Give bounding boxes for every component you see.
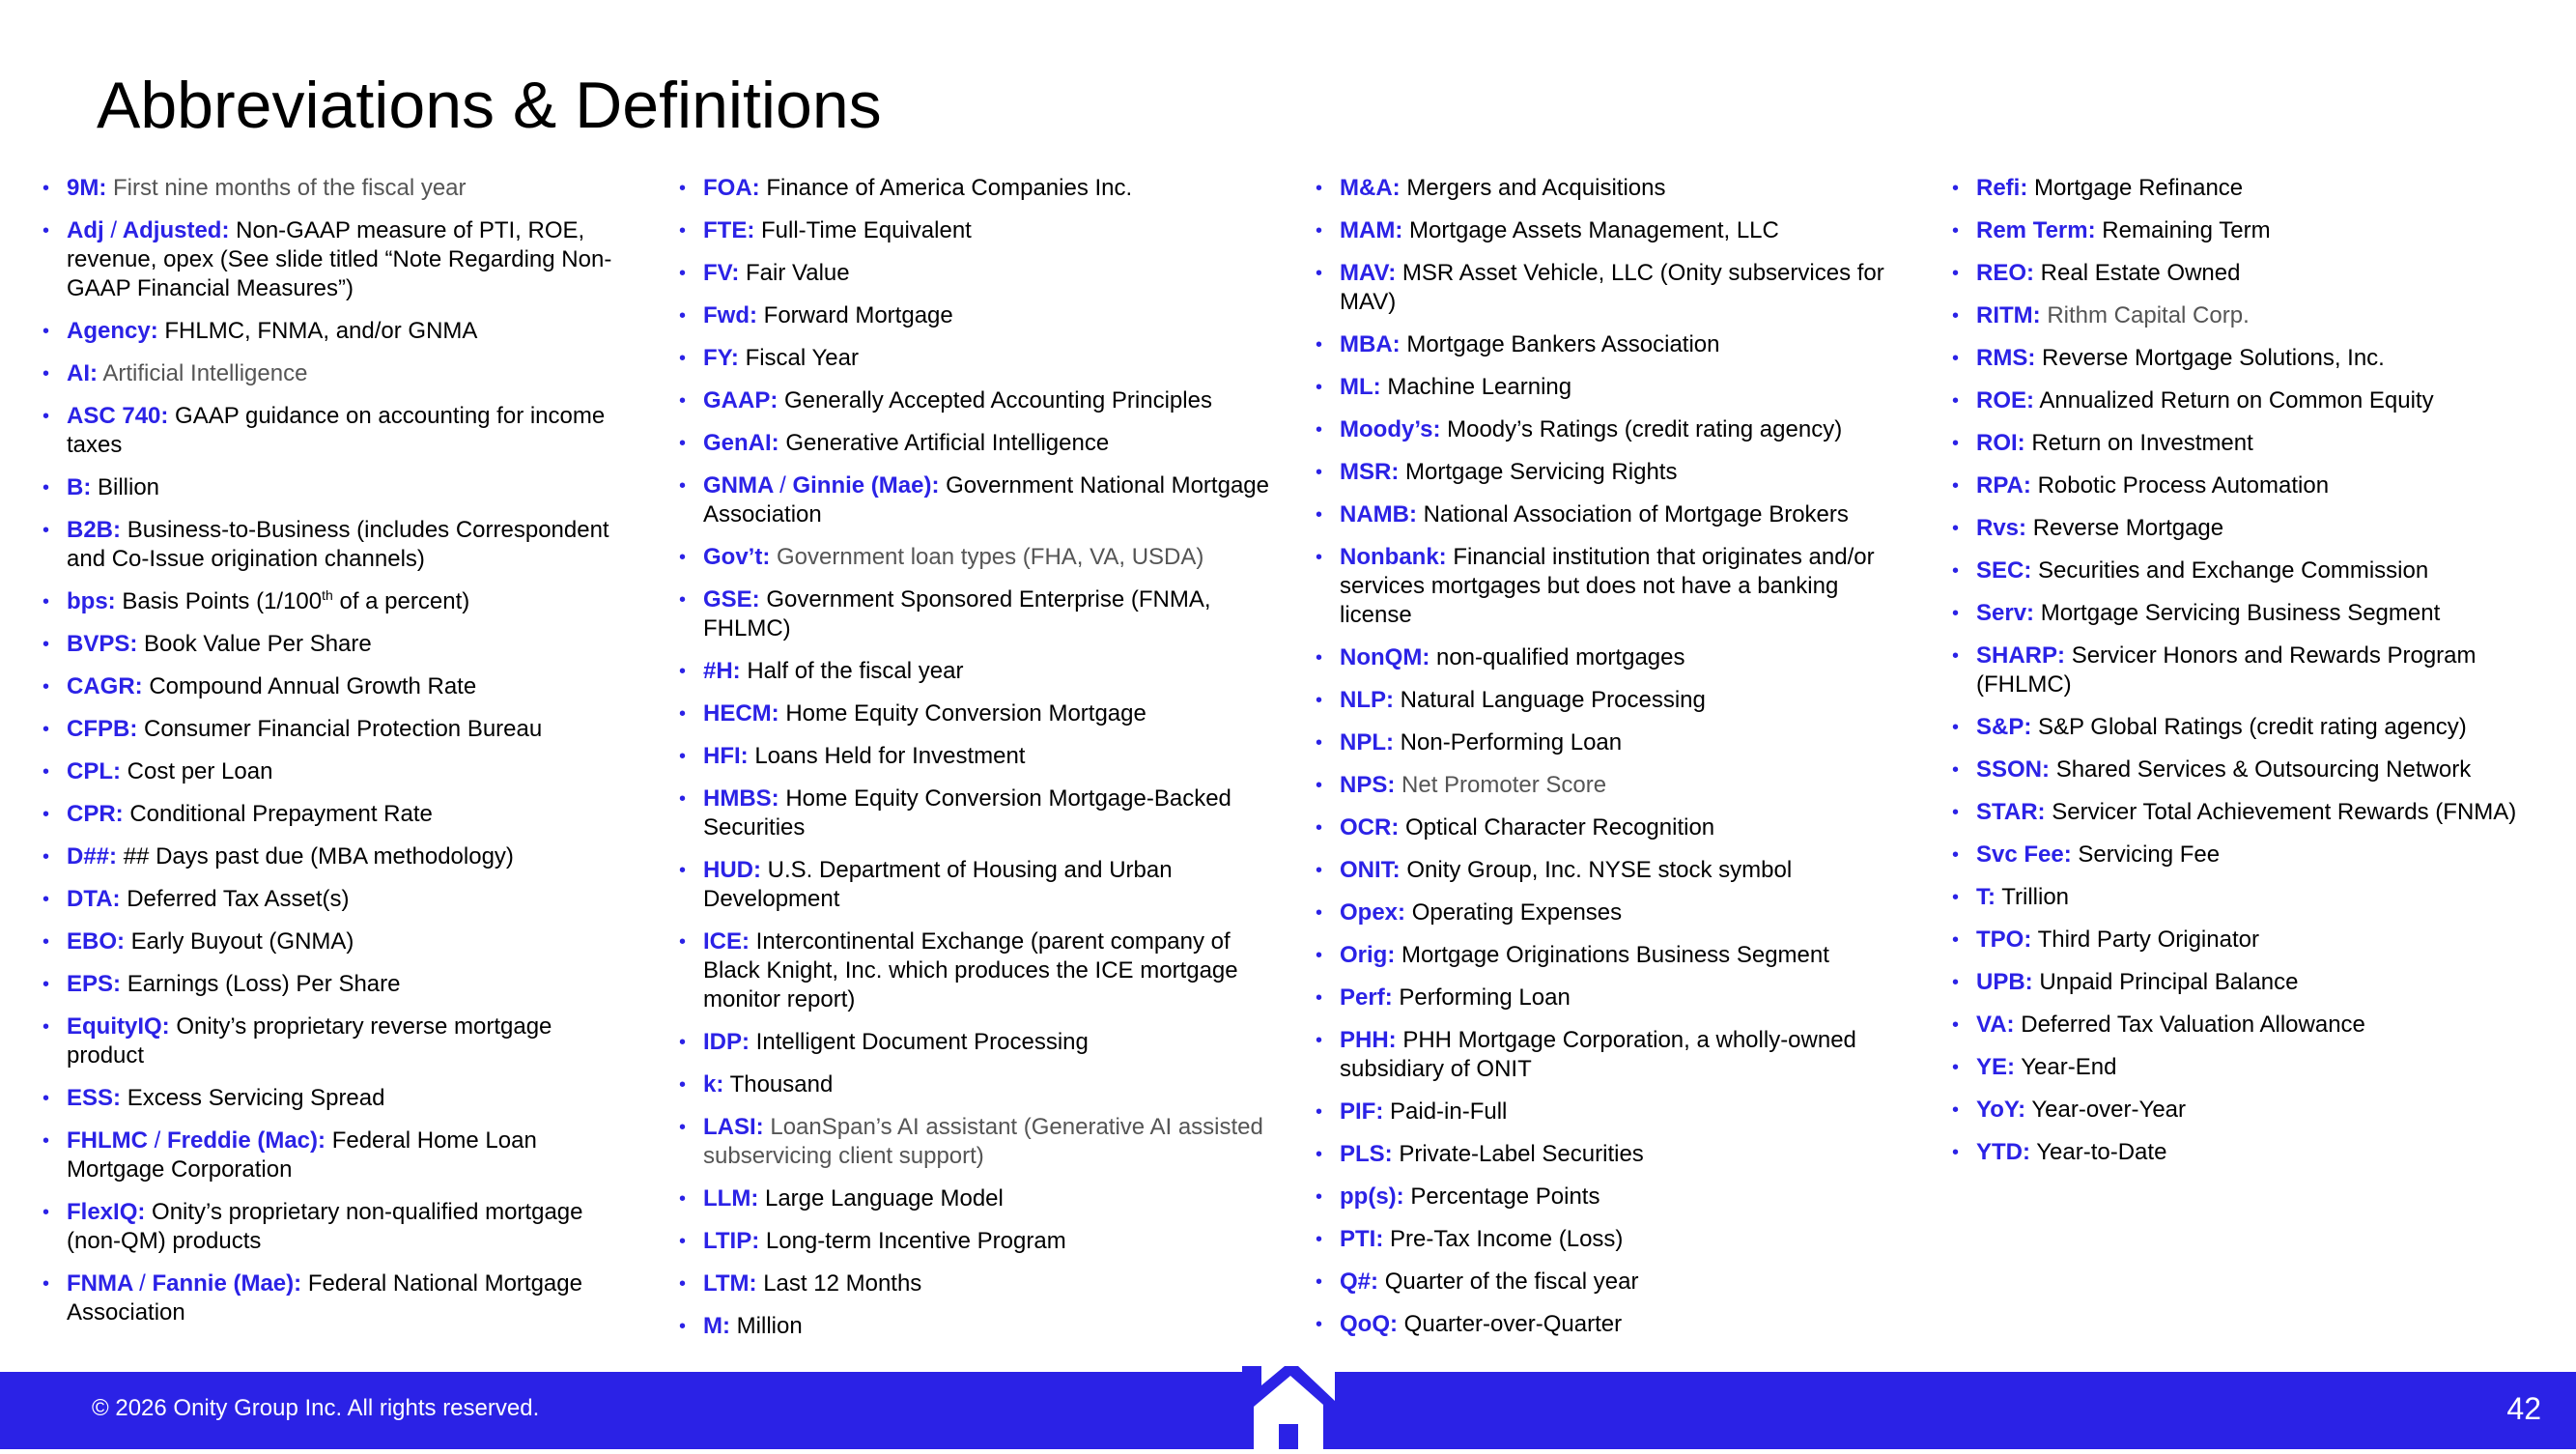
definition-term: #H: <box>703 658 741 684</box>
definition-item <box>42 473 622 502</box>
definition-item <box>42 1198 622 1256</box>
definition-text: Paid-in-Full <box>1390 1098 1508 1125</box>
definition-text: Home Equity Conversion Mortgage <box>785 700 1146 727</box>
definition-term: S&P: <box>1976 714 2032 740</box>
definition-text: Quarter of the fiscal year <box>1384 1269 1639 1295</box>
definition-item <box>679 742 1278 771</box>
definition-text: Compound Annual Growth Rate <box>149 673 477 699</box>
definition-item <box>1952 429 2532 458</box>
definition-item <box>679 1227 1278 1256</box>
definition-item <box>679 174 1278 203</box>
definition-text: ## Days past due (MBA methodology) <box>123 843 514 870</box>
definition-item <box>1316 1183 1914 1212</box>
definition-term: FNMA / Fannie (Mae): <box>67 1270 302 1297</box>
definition-text: Generative Artificial Intelligence <box>785 430 1110 456</box>
definition-text: Intercontinental Exchange (parent company of Black Knight, Inc. which produces the ICE mortgage monitor report) <box>703 928 1238 1012</box>
definition-text: PHH Mortgage Corporation, a wholly-owned subsidiary of ONIT <box>1340 1027 1856 1082</box>
definition-term: IDP: <box>703 1029 750 1055</box>
definition-item <box>1316 1026 1914 1084</box>
definition-text: Book Value Per Share <box>144 631 372 657</box>
definition-term: AI: <box>67 360 98 386</box>
definition-term: T: <box>1976 884 1996 910</box>
definition-text: Forward Mortgage <box>763 302 953 328</box>
definition-text: Year-End <box>2021 1054 2117 1080</box>
definition-item <box>1316 543 1914 630</box>
definition-text: Servicer Honors and Rewards Program (FHLMC) <box>1976 642 2477 698</box>
definition-term: FHLMC / Freddie (Mac): <box>67 1127 326 1154</box>
definition-item <box>42 970 622 999</box>
definition-item <box>1952 599 2532 628</box>
definition-item <box>1952 1096 2532 1125</box>
definition-term: MAM: <box>1340 217 1403 243</box>
definition-term: EBO: <box>67 928 125 955</box>
definition-item <box>1952 216 2532 245</box>
definition-item <box>1316 216 1914 245</box>
definition-item <box>1316 373 1914 402</box>
definition-item <box>42 1084 622 1113</box>
definition-item <box>1952 713 2532 742</box>
definition-item <box>1952 556 2532 585</box>
definition-text: non-qualified mortgages <box>1435 644 1685 670</box>
definition-text: Reverse Mortgage <box>2032 515 2224 541</box>
definition-item <box>679 301 1278 330</box>
definition-term: RITM: <box>1976 302 2041 328</box>
definition-term: QoQ: <box>1340 1311 1398 1337</box>
definition-text: Government Sponsored Enterprise (FNMA, FHLMC) <box>703 586 1211 641</box>
definition-item <box>1316 728 1914 757</box>
definition-item <box>679 471 1278 529</box>
definition-term: k: <box>703 1071 724 1098</box>
definition-term: Refi: <box>1976 175 2028 201</box>
definition-term: ESS: <box>67 1085 122 1111</box>
definition-item <box>42 1269 622 1327</box>
definition-term: SEC: <box>1976 557 2032 584</box>
definition-text: Financial institution that originates and/or services mortgages but does not have a banking license <box>1340 544 1875 628</box>
definition-item <box>679 1113 1278 1171</box>
definition-item <box>1316 174 1914 203</box>
definition-text: Federal Home Loan Mortgage Corporation <box>67 1127 537 1183</box>
definition-text: U.S. Department of Housing and Urban Development <box>703 857 1173 912</box>
definition-term: RPA: <box>1976 472 2031 499</box>
definition-text: Conditional Prepayment Rate <box>129 801 433 827</box>
definition-term: pp(s): <box>1340 1183 1404 1210</box>
definition-item <box>42 927 622 956</box>
definition-term: SSON: <box>1976 756 2051 783</box>
definition-term: GenAI: <box>703 430 779 456</box>
definition-term: YoY: <box>1976 1097 2026 1123</box>
definition-text: Government loan types (FHA, VA, USDA) <box>777 544 1204 570</box>
onity-logo-icon <box>1242 1366 1335 1449</box>
definition-text: Moody’s Ratings (credit rating agency) <box>1447 416 1843 442</box>
definition-item <box>42 885 622 914</box>
definition-item <box>679 585 1278 643</box>
definition-item <box>1952 344 2532 373</box>
definition-term: EPS: <box>67 971 122 997</box>
definition-item <box>1952 968 2532 997</box>
definition-term: ASC 740: <box>67 403 169 429</box>
definition-term: STAR: <box>1976 799 2046 825</box>
definition-item <box>42 317 622 346</box>
definition-item <box>42 1012 622 1070</box>
definition-text: Mortgage Servicing Rights <box>1405 459 1678 485</box>
definition-text: Percentage Points <box>1410 1183 1600 1210</box>
definition-item <box>1952 1053 2532 1082</box>
definition-text: First nine months of the fiscal year <box>113 175 467 201</box>
definition-term: BVPS: <box>67 631 138 657</box>
definition-term: ML: <box>1340 374 1381 400</box>
definition-term: M: <box>703 1313 730 1339</box>
definition-text: Full-Time Equivalent <box>761 217 972 243</box>
definition-term: YE: <box>1976 1054 2016 1080</box>
definition-text: Mortgage Refinance <box>2034 175 2244 201</box>
definition-term: ONIT: <box>1340 857 1401 883</box>
definition-term: SHARP: <box>1976 642 2066 669</box>
definition-term: GSE: <box>703 586 760 613</box>
definition-text: Excess Servicing Spread <box>127 1085 385 1111</box>
definition-item <box>1952 1011 2532 1040</box>
definition-term: Perf: <box>1340 984 1393 1011</box>
definition-item <box>1316 1098 1914 1126</box>
definition-item <box>42 757 622 786</box>
definition-text: Machine Learning <box>1387 374 1572 400</box>
definition-item <box>1952 471 2532 500</box>
definition-text: Generally Accepted Accounting Principles <box>784 387 1212 413</box>
definition-text: Third Party Originator <box>2037 927 2259 953</box>
definition-term: B2B: <box>67 517 122 543</box>
definition-term: Orig: <box>1340 942 1396 968</box>
definition-text: Private-Label Securities <box>1399 1141 1644 1167</box>
definition-text: Servicing Fee <box>2078 841 2221 868</box>
definition-item <box>42 216 622 303</box>
copyright-text: © 2026 Onity Group Inc. All rights reserved. <box>92 1395 540 1421</box>
definition-text: Net Promoter Score <box>1401 772 1607 798</box>
definition-text: Unpaid Principal Balance <box>2039 969 2299 995</box>
definition-item <box>1316 941 1914 970</box>
definition-item <box>1316 1140 1914 1169</box>
definition-term: NPS: <box>1340 772 1396 798</box>
definition-term: LTM: <box>703 1270 757 1297</box>
definition-text: Mortgage Bankers Association <box>1406 331 1720 357</box>
definition-text: Deferred Tax Asset(s) <box>127 886 350 912</box>
definition-item <box>42 359 622 388</box>
definition-text: Shared Services & Outsourcing Network <box>2055 756 2472 783</box>
definition-text: Fair Value <box>746 260 850 286</box>
definition-text: Remaining Term <box>2102 217 2271 243</box>
definition-term: Rem Term: <box>1976 217 2096 243</box>
page-number: 42 <box>2506 1391 2541 1426</box>
definition-item <box>1316 415 1914 444</box>
definition-item <box>1316 813 1914 842</box>
definition-text: Trillion <box>2001 884 2070 910</box>
definition-term: DTA: <box>67 886 121 912</box>
definition-term: PTI: <box>1340 1226 1384 1252</box>
definition-term: RMS: <box>1976 345 2036 371</box>
definition-text: Government National Mortgage Association <box>703 472 1269 527</box>
definition-term: HECM: <box>703 700 779 727</box>
definition-text: LoanSpan’s AI assistant (Generative AI assisted subservicing client support) <box>703 1114 1263 1169</box>
definition-item <box>42 516 622 574</box>
definition-term: UPB: <box>1976 969 2033 995</box>
definition-text: Business-to-Business (includes Correspondent and Co-Issue origination channels) <box>67 517 609 572</box>
definition-item <box>1952 514 2532 543</box>
definition-text: Onity’s proprietary non-qualified mortgage (non-QM) products <box>67 1199 583 1254</box>
definition-item <box>42 842 622 871</box>
definition-text: Earnings (Loss) Per Share <box>127 971 401 997</box>
definition-text: Optical Character Recognition <box>1405 814 1715 841</box>
definition-term: PIF: <box>1340 1098 1384 1125</box>
definition-text: Annualized Return on Common Equity <box>2039 387 2434 413</box>
definition-term: MAV: <box>1340 260 1397 286</box>
definition-item <box>42 1126 622 1184</box>
definition-term: OCR: <box>1340 814 1400 841</box>
definition-text: Million <box>736 1313 803 1339</box>
definition-item <box>1316 984 1914 1012</box>
definition-text: National Association of Mortgage Brokers <box>1423 501 1849 527</box>
definition-item <box>42 800 622 829</box>
definition-text: GAAP guidance on accounting for income taxes <box>67 403 606 458</box>
definitions-column-4 <box>1952 174 2532 1181</box>
definition-term: Svc Fee: <box>1976 841 2072 868</box>
definition-text: Robotic Process Automation <box>2037 472 2330 499</box>
definition-term: D##: <box>67 843 118 870</box>
definition-item <box>1316 500 1914 529</box>
definition-item <box>679 699 1278 728</box>
definition-term: Q#: <box>1340 1269 1379 1295</box>
definition-text: Large Language Model <box>764 1185 1004 1212</box>
definition-item <box>42 402 622 460</box>
definition-text: Intelligent Document Processing <box>755 1029 1089 1055</box>
definition-item <box>679 344 1278 373</box>
definition-item <box>1316 1310 1914 1339</box>
definition-text: Quarter-over-Quarter <box>1403 1311 1623 1337</box>
definition-item <box>1316 458 1914 487</box>
definition-term: HFI: <box>703 743 749 769</box>
definition-item <box>1952 756 2532 784</box>
definition-text: Early Buyout (GNMA) <box>130 928 354 955</box>
definition-item <box>1316 643 1914 672</box>
definition-item <box>42 672 622 701</box>
definition-text: Deferred Tax Valuation Allowance <box>2021 1012 2365 1038</box>
definition-term: PHH: <box>1340 1027 1397 1053</box>
definition-item <box>1952 301 2532 330</box>
definition-term: LLM: <box>703 1185 759 1212</box>
definition-term: CPL: <box>67 758 121 784</box>
definitions-column-1 <box>42 174 622 1341</box>
definition-term: EquityIQ: <box>67 1013 170 1040</box>
definition-term: CPR: <box>67 801 124 827</box>
definition-item <box>1316 259 1914 317</box>
definition-text: Year-over-Year <box>2031 1097 2186 1123</box>
definition-term: NAMB: <box>1340 501 1417 527</box>
definition-text: Pre-Tax Income (Loss) <box>1390 1226 1624 1252</box>
definition-item <box>1952 883 2532 912</box>
definition-term: MBA: <box>1340 331 1401 357</box>
definition-term: Rvs: <box>1976 515 2027 541</box>
definition-text: Onity’s proprietary reverse mortgage product <box>67 1013 552 1069</box>
definition-term: M&A: <box>1340 175 1401 201</box>
definition-item <box>1952 841 2532 870</box>
definition-term: HUD: <box>703 857 761 883</box>
definition-term: NPL: <box>1340 729 1394 756</box>
definition-text: Federal National Mortgage Association <box>67 1270 582 1326</box>
definition-item <box>1952 386 2532 415</box>
definition-item <box>1316 686 1914 715</box>
definition-item <box>679 856 1278 914</box>
definition-term: ICE: <box>703 928 750 955</box>
definition-text: Performing Loan <box>1399 984 1571 1011</box>
definition-item <box>1952 174 2532 203</box>
definition-text: Half of the fiscal year <box>747 658 964 684</box>
definition-term: ROE: <box>1976 387 2034 413</box>
definition-item <box>679 259 1278 288</box>
definition-term: VA: <box>1976 1012 2015 1038</box>
definition-text: Natural Language Processing <box>1400 687 1706 713</box>
definition-term: Agency: <box>67 318 158 344</box>
definition-item <box>679 1184 1278 1213</box>
definition-term: TPO: <box>1976 927 2032 953</box>
definition-term: MSR: <box>1340 459 1400 485</box>
definition-term: REO: <box>1976 260 2034 286</box>
definition-term: GNMA / Ginnie (Mae): <box>703 472 940 499</box>
definition-term: Serv: <box>1976 600 2035 626</box>
definition-term: PLS: <box>1340 1141 1393 1167</box>
definition-item <box>679 216 1278 245</box>
definition-text: S&P Global Ratings (credit rating agency) <box>2038 714 2467 740</box>
definition-text: Finance of America Companies Inc. <box>766 175 1133 201</box>
definition-item <box>1952 1138 2532 1167</box>
definition-term: CFPB: <box>67 716 138 742</box>
definition-item <box>42 587 622 616</box>
definition-term: Fwd: <box>703 302 757 328</box>
definitions-column-2 <box>679 174 1278 1354</box>
definition-item <box>1316 856 1914 885</box>
definition-term: B: <box>67 474 92 500</box>
definition-text: Fiscal Year <box>745 345 859 371</box>
definition-item <box>1316 330 1914 359</box>
definition-item <box>42 630 622 659</box>
definition-term: Opex: <box>1340 899 1406 926</box>
definition-term: NonQM: <box>1340 644 1430 670</box>
definition-term: Nonbank: <box>1340 544 1447 570</box>
definition-text: Mortgage Originations Business Segment <box>1401 942 1829 968</box>
definition-text: Mortgage Assets Management, LLC <box>1408 217 1779 243</box>
definition-term: LTIP: <box>703 1228 760 1254</box>
definition-item <box>679 429 1278 458</box>
definition-item <box>1952 798 2532 827</box>
definition-term: FlexIQ: <box>67 1199 146 1225</box>
page-title: Abbreviations & Definitions <box>97 69 882 142</box>
definition-text: Long-term Incentive Program <box>765 1228 1066 1254</box>
definition-term: FV: <box>703 260 740 286</box>
definition-term: Moody’s: <box>1340 416 1441 442</box>
definition-term: LASI: <box>703 1114 764 1140</box>
definition-text: Basis Points (1/100th of a percent) <box>122 587 470 614</box>
definition-item <box>1952 926 2532 955</box>
definition-item <box>1316 1268 1914 1297</box>
definition-text: Last 12 Months <box>763 1270 922 1297</box>
definition-term: 9M: <box>67 175 107 201</box>
definition-term: FTE: <box>703 217 755 243</box>
definitions-column-3 <box>1316 174 1914 1353</box>
definition-item <box>679 543 1278 572</box>
definition-text: Consumer Financial Protection Bureau <box>144 716 543 742</box>
definition-term: Adj / Adjusted: <box>67 217 230 243</box>
definition-text: Servicer Total Achievement Rewards (FNMA) <box>2052 799 2517 825</box>
definition-term: FY: <box>703 345 739 371</box>
definition-term: bps: <box>67 588 116 614</box>
definition-item <box>42 174 622 203</box>
definition-text: Home Equity Conversion Mortgage-Backed Securities <box>703 785 1231 841</box>
definition-text: Onity Group, Inc. NYSE stock symbol <box>1406 857 1793 883</box>
definition-item <box>42 715 622 744</box>
definition-text: Cost per Loan <box>127 758 273 784</box>
definition-term: YTD: <box>1976 1139 2030 1165</box>
definition-item <box>679 1028 1278 1057</box>
definition-text: Loans Held for Investment <box>754 743 1026 769</box>
definition-text: Return on Investment <box>2031 430 2253 456</box>
definition-text: Rithm Capital Corp. <box>2047 302 2250 328</box>
definition-item <box>1316 771 1914 800</box>
definition-item <box>1316 1225 1914 1254</box>
definition-term: ROI: <box>1976 430 2025 456</box>
definition-item <box>1952 641 2532 699</box>
definition-item <box>679 1070 1278 1099</box>
definition-text: Non-Performing Loan <box>1400 729 1623 756</box>
definition-item <box>1952 259 2532 288</box>
definition-item <box>679 386 1278 415</box>
definition-item <box>1316 898 1914 927</box>
definition-text: Mortgage Servicing Business Segment <box>2040 600 2441 626</box>
definition-text: FHLMC, FNMA, and/or GNMA <box>164 318 478 344</box>
definition-text: Operating Expenses <box>1411 899 1623 926</box>
definition-text: Reverse Mortgage Solutions, Inc. <box>2042 345 2385 371</box>
definition-term: GAAP: <box>703 387 778 413</box>
definition-term: FOA: <box>703 175 760 201</box>
definition-text: Mergers and Acquisitions <box>1406 175 1666 201</box>
definition-text: Non-GAAP measure of PTI, ROE, revenue, opex (See slide titled “Note Regarding Non-GAAP Financial Measures”) <box>67 217 612 301</box>
definition-item <box>679 657 1278 686</box>
definition-text: MSR Asset Vehicle, LLC (Onity subservices for MAV) <box>1340 260 1884 315</box>
definition-term: Gov’t: <box>703 544 771 570</box>
footer-bar <box>0 1372 2576 1449</box>
definition-item <box>679 1312 1278 1341</box>
definition-text: Thousand <box>729 1071 834 1098</box>
definition-item <box>679 927 1278 1014</box>
definition-text: Year-to-Date <box>2036 1139 2167 1165</box>
definition-term: CAGR: <box>67 673 143 699</box>
definition-term: HMBS: <box>703 785 779 812</box>
definition-text: Securities and Exchange Commission <box>2038 557 2429 584</box>
definition-text: Artificial Intelligence <box>102 360 308 386</box>
definition-item <box>679 1269 1278 1298</box>
definition-text: Billion <box>98 474 160 500</box>
definition-item <box>679 784 1278 842</box>
definition-term: NLP: <box>1340 687 1394 713</box>
definition-text: Real Estate Owned <box>2040 260 2241 286</box>
